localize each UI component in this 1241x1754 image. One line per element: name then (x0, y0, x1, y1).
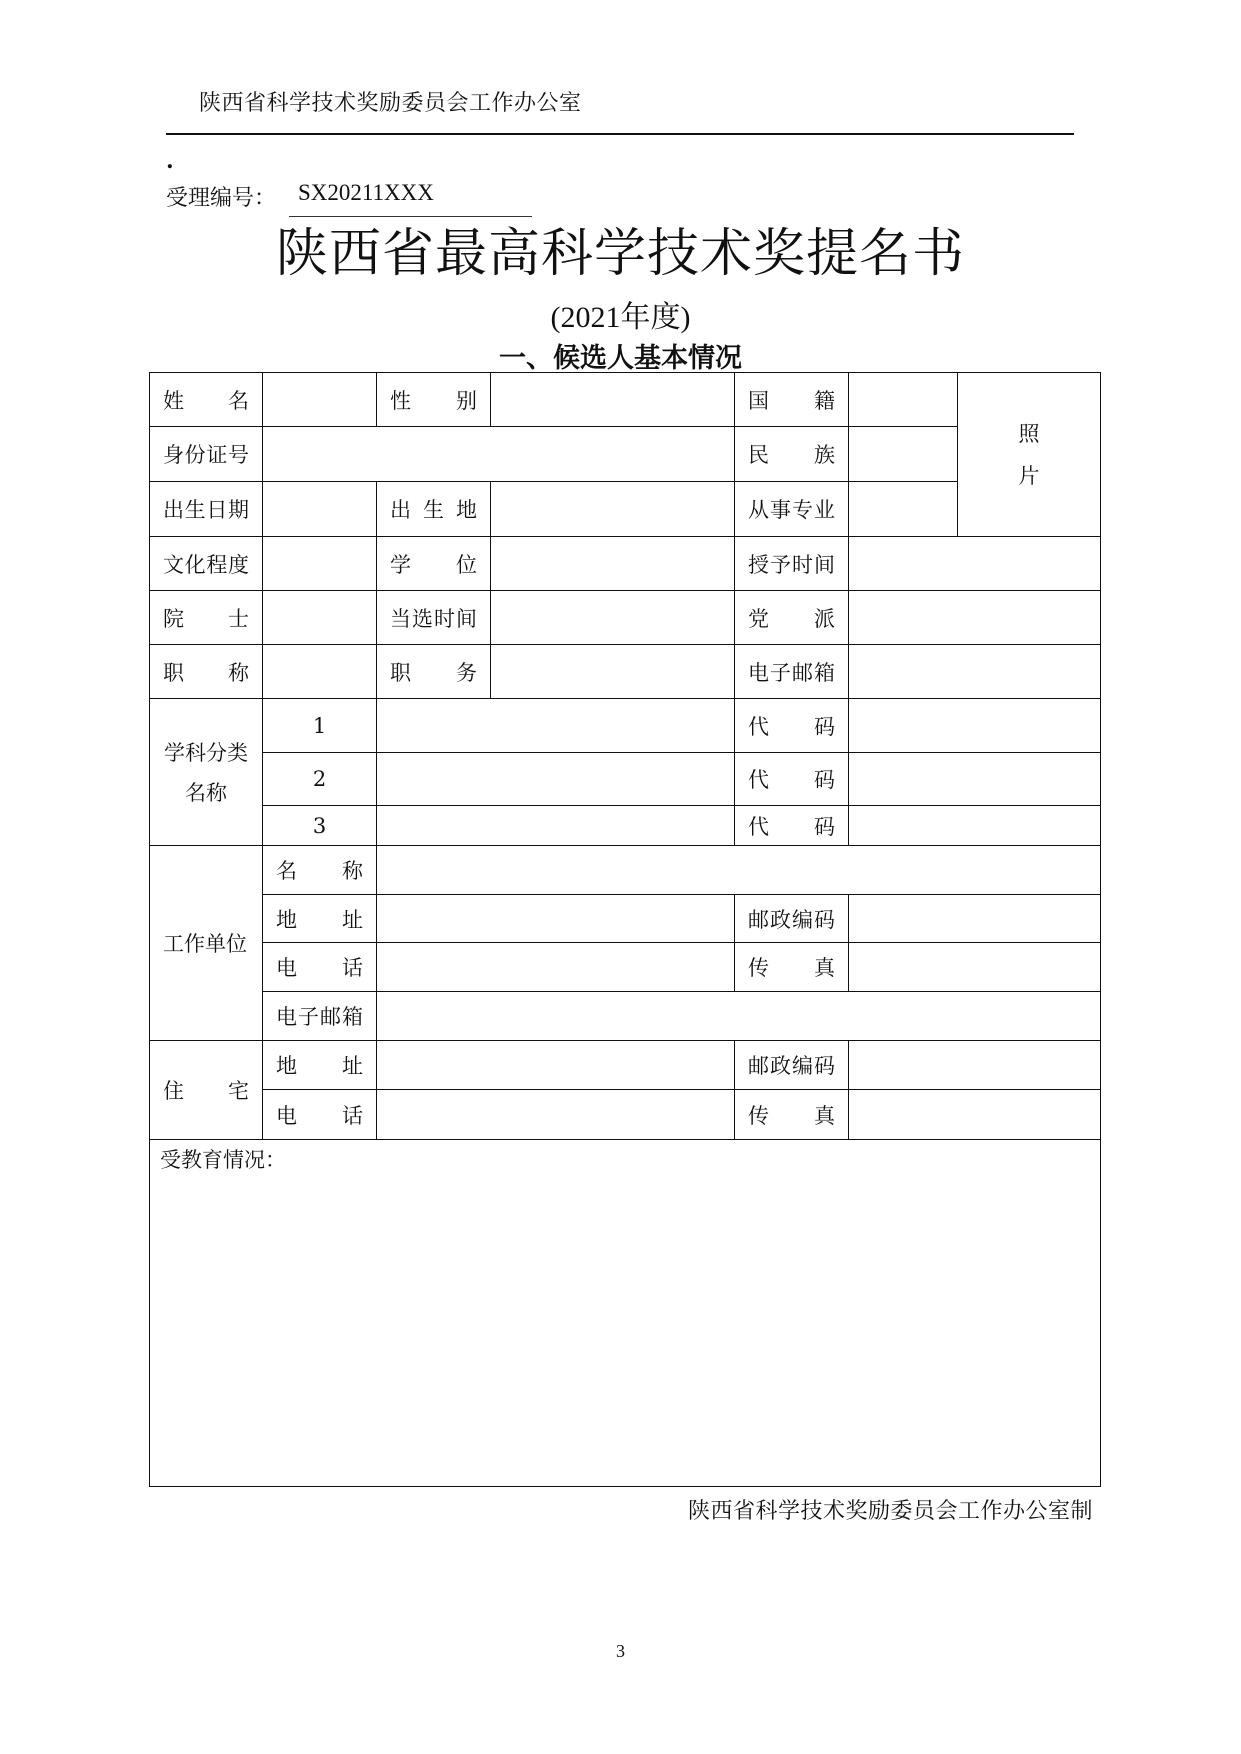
table-row (150, 1090, 1101, 1140)
home-fax-field[interactable] (849, 1090, 1101, 1140)
accept-number-label: 受理编号： (166, 186, 277, 211)
table-row (150, 846, 1101, 895)
unit-phone-field[interactable] (377, 943, 735, 992)
degree-label: 学 位 (390, 552, 477, 577)
page-number: 3 (616, 1641, 625, 1661)
degree-field[interactable] (491, 537, 735, 591)
nationality-field[interactable] (849, 373, 958, 427)
subject-category-label-line1: 学科分类 (164, 741, 248, 765)
professional-title-field[interactable] (263, 645, 377, 699)
birth-place-label: 出 生 地 (390, 498, 477, 522)
major-field[interactable] (849, 482, 958, 537)
unit-fax-label: 传 真 (748, 956, 835, 980)
subject-index-1: 1 (263, 699, 377, 753)
id-number-label: 身份证号 (163, 443, 249, 467)
table-row (150, 373, 1101, 427)
code-field-1[interactable] (849, 699, 1101, 753)
unit-name-label: 名 称 (276, 859, 363, 883)
ethnicity-field[interactable] (849, 427, 958, 482)
home-postal-code-field[interactable] (849, 1041, 1101, 1090)
table-row (150, 699, 1101, 753)
home-phone-field[interactable] (377, 1090, 735, 1140)
table-row (150, 1041, 1101, 1090)
header-office-name: 陕西省科学技术奖励委员会工作办公室 (199, 91, 582, 116)
header-dot: . (166, 148, 174, 174)
unit-phone-label: 电 话 (276, 956, 363, 980)
subject-name-field-1[interactable] (377, 699, 735, 753)
document-year: (2021年度) (550, 301, 691, 334)
email-label: 电子邮箱 (748, 660, 835, 685)
elected-time-field[interactable] (491, 591, 735, 645)
birth-date-label: 出生日期 (163, 498, 249, 522)
code-label-2: 代 码 (748, 768, 835, 792)
document-title: 陕西省最高科学技术奖提名书 (275, 224, 965, 284)
unit-address-field[interactable] (377, 895, 735, 943)
education-level-label: 文化程度 (163, 552, 249, 577)
birth-place-field[interactable] (491, 482, 735, 537)
id-number-field[interactable] (263, 427, 735, 482)
table-row (150, 537, 1101, 591)
code-field-3[interactable] (849, 806, 1101, 846)
position-field[interactable] (491, 645, 735, 699)
education-level-field[interactable] (263, 537, 377, 591)
home-phone-label: 电 话 (276, 1103, 363, 1128)
subject-category-label-line2: 名称 (185, 781, 227, 805)
footer-maker: 陕西省科学技术奖励委员会工作办公室制 (688, 1499, 1094, 1524)
elected-time-label: 当选时间 (390, 606, 477, 631)
subject-name-field-2[interactable] (377, 753, 735, 806)
photo-box[interactable] (958, 373, 1101, 537)
table-row (150, 591, 1101, 645)
home-fax-label: 传 真 (748, 1103, 835, 1128)
table-row (150, 753, 1101, 806)
party-label: 党 派 (748, 606, 835, 631)
table-row (150, 1140, 1101, 1487)
subject-index-3: 3 (263, 806, 377, 846)
home-address-label: 地 址 (276, 1054, 363, 1078)
unit-email-field[interactable] (377, 992, 1101, 1041)
education-history-label: 受教育情况： (160, 1148, 286, 1172)
home-postal-code-label: 邮政编码 (748, 1054, 835, 1078)
code-label-3: 代 码 (748, 814, 835, 839)
table-row (150, 806, 1101, 846)
gender-field[interactable] (491, 373, 735, 427)
nationality-label: 国 籍 (748, 388, 835, 413)
name-label: 姓 名 (163, 388, 249, 413)
academician-field[interactable] (263, 591, 377, 645)
accept-number-value: SX20211XXX (298, 180, 434, 205)
unit-fax-field[interactable] (849, 943, 1101, 992)
work-unit-label: 工作单位 (150, 846, 263, 1041)
photo-label-line1: 照 (1018, 421, 1040, 446)
professional-title-label: 职 称 (163, 660, 249, 685)
unit-postal-code-label: 邮政编码 (748, 907, 835, 932)
major-label: 从事专业 (748, 498, 835, 522)
party-field[interactable] (849, 591, 1101, 645)
home-address-field[interactable] (377, 1041, 735, 1090)
code-field-2[interactable] (849, 753, 1101, 806)
birth-date-field[interactable] (263, 482, 377, 537)
education-history-area[interactable] (150, 1140, 1101, 1487)
ethnicity-label: 民 族 (748, 443, 835, 467)
unit-postal-code-field[interactable] (849, 895, 1101, 943)
gender-label: 性 别 (390, 388, 477, 413)
email-field[interactable] (849, 645, 1101, 699)
code-label-1: 代 码 (748, 714, 835, 739)
academician-label: 院 士 (163, 606, 249, 631)
table-row (150, 645, 1101, 699)
residence-label: 住 宅 (163, 1079, 249, 1103)
grant-time-label: 授予时间 (748, 552, 835, 577)
table-row (150, 943, 1101, 992)
section-title: 一、候选人基本情况 (499, 343, 742, 374)
unit-name-field[interactable] (377, 846, 1101, 895)
photo-label-line2: 片 (1018, 463, 1040, 488)
position-label: 职 务 (390, 660, 477, 685)
candidate-info-table (149, 372, 1101, 1487)
accept-number-underline (289, 216, 532, 217)
table-row (150, 992, 1101, 1041)
subject-index-2: 2 (263, 753, 377, 806)
subject-category-label (150, 699, 263, 846)
header-divider (166, 133, 1074, 135)
unit-address-label: 地 址 (276, 907, 363, 932)
grant-time-field[interactable] (849, 537, 1101, 591)
subject-name-field-3[interactable] (377, 806, 735, 846)
unit-email-label: 电子邮箱 (276, 1005, 363, 1029)
name-field[interactable] (263, 373, 377, 427)
table-row (150, 895, 1101, 943)
